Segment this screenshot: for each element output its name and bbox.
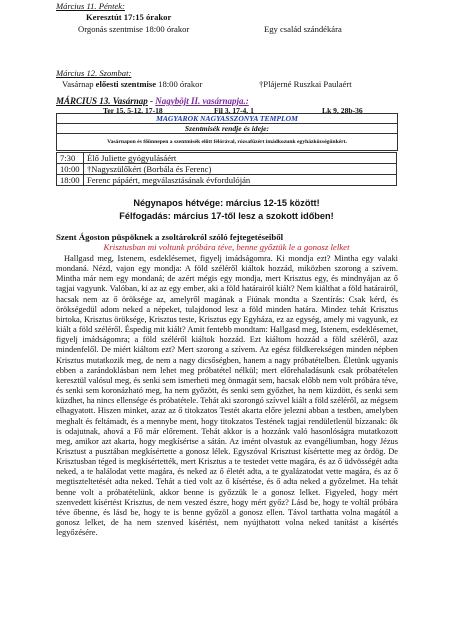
table-row	[57, 175, 397, 186]
reading-2: Fil 3, 17-4, 1	[214, 106, 254, 115]
friday-mass: Orgonás szentmise 18:00 órakor	[78, 24, 190, 34]
mass-time: 7:30	[57, 153, 84, 164]
mass-intention: †Nagyszülőkért (Borbála és Ferenc)	[84, 164, 397, 175]
friday-date: Március 11. Péntek:	[56, 1, 125, 11]
notice-long-weekend: Négynapos hétvége: március 12-15 között!	[133, 198, 320, 208]
table-row	[57, 153, 397, 164]
saturday-mass	[62, 79, 202, 89]
mass-intention: Élő Juliette gyógyulásáért	[84, 153, 397, 164]
sunday-title: Nagyböjt II. vasárnapja.:	[155, 96, 249, 106]
reading-1: Ter 15, 5-12. 17-18	[103, 106, 163, 115]
saturday-mass-pre: Vasárnap	[62, 79, 96, 89]
table-row	[57, 164, 397, 175]
mass-order-title: Szentmisék rendje és ideje:	[57, 124, 397, 134]
sunday-heading	[56, 96, 249, 106]
saturday-mass-bold: előesti szentmise	[95, 79, 157, 89]
mass-time: 10:00	[57, 164, 84, 175]
saturday-intention: †Plájerné Ruszkai Paulaért	[259, 79, 352, 89]
friday-intention: Egy család szándékára	[264, 24, 342, 34]
mass-time: 18:00	[57, 175, 84, 186]
sunday-sep: -	[147, 96, 156, 106]
church-header-box	[56, 113, 398, 151]
sermon-paragraph: Hallgasd meg, Istenem, esdeklésemet, figyelj imádságomra. Ki mondja ezt? Mintha egy valaki mondaná. Nézd, vajon egy mondja: A föld széléről kiáltok hozzád, miközben szorong a szívem. Mintha már nem egy mondaná; de azért mégis egy mondja, mert Krisztus egy, és mindnyájan az ő tagjai vagyunk. Valóban, ki az az egy ember, aki a föld határairól kiált? Nem kiálthat a föld határairól, hacsak nem az ő öröksége az, amelyről magának a Fiúnak mondta a Szentírás: Csak kérd, és örökségedül adom neked a népeket, tulajdonod lesz a föld minden határa. Mindez tehát Krisztus birtoka, Krisztus öröksége, Krisztus teste, Krisztus egy Egyháza, ez az egység, amely mi vagyunk, ez kiált a föld széléről. Éspedig mit kiált? Amit fentebb mondtam: Hallgasd meg, Istenem, esdeklésemet, figyelj imádságomra; a föld széléről kiáltok hozzád. Ezt kiáltom hozzád a föld széléről, azaz mindenfelől. De miért kiáltom ezt? Mert szorong a szívem. Az egész földkerekségen minden népben Krisztus mutatkozik meg, de nem a nagy dicsőségben, hanem a nagy próbatételben. Életünk ugyanis ebben a zarándoklásban nem lehet meg próbatétel nélkül; mert előrehaladásunk csak próbatételen keresztül valósul meg, és senki sem ismerheti meg önmagát sem, hacsak előbb nem volt próbára téve, és senki sem koronázható meg, ha nem győzött, és senki sem győzhet, ha nem küzdött, és senki sem küzdhet, ha nincs ellensége és próbatétele. Tehát aki szorongó szívvel kiált a föld széléről, az mégsem elhagyatott. Hiszen minket, azaz az ő titokzatos Testét akarta előre jelezni abban a testben, amelyben meghalt és feltámadt, és a mennybe ment, hogy titokzatos Testének tagjai rendületlenül bízzanak: ők is odajutnak, ahová a Fő már előrement. Tehát akkor is a hozzánk való hasonlóságra mutatkozott meg, amikor azt akarta, hogy megkísértse a sátán. Az imént olvastuk az evangéliumban, hogy Jézus Krisztust a pusztában megkísértette a gonosz lélek. Egyszóval Krisztust kísértette meg az ördög. De Krisztusban téged is megkísértették, mert Krisztus a te testedet vette magára, és az ő üdvösségét adta neked, a te halálodat vette magára, és neked az ő életét adta, a te gyalázatodat vette magára, és az ő megtiszteltetését adta neked. Tehát a tied volt az ő kísértése, és ő adta neked a győzelmet. Ha tehát benne volt a próbatételünk, akkor benne is győzzük le a gonosz lelket. Figyeled, hogy mért szenvedett kísértést Krisztus, de nem veszed észre, hogy mért győz? Lásd be, hogy te voltál próbára téve őbenne, és lásd be, hogy te is benne győzöl a gonosz ellen. Távol tarthatta volna magától a gonosz lelket, de ha nem szenved kísértést, nem nyújthatott volna neked tanítást a kísértés legyőzésére.	[56, 254, 398, 538]
sunday-date: MÁRCIUS 13. Vasárnap	[56, 96, 148, 106]
mass-table	[56, 152, 397, 186]
sermon-subheading: Krisztusban mi voltunk próbára téve, benne győztük le a gonosz lelket	[103, 242, 350, 252]
sermon-heading: Szent Ágoston püspöknek a zsoltárokról szóló fejtegetéseiből	[56, 232, 284, 242]
saturday-date: Március 12. Szombat:	[56, 68, 132, 78]
saturday-mass-post: 18:00 órakor	[156, 79, 203, 89]
friday-stations: Keresztút 17:15 órakor	[86, 12, 172, 22]
reading-3: Lk 9, 28b-36	[322, 106, 363, 115]
mass-intention: Ferenc pápáért, megválasztásának évfordulóján	[84, 175, 397, 186]
notice-office-hours: Félfogadás: március 17-től lesz a szokott időben!	[119, 211, 334, 221]
church-name: MAGYAROK NAGYASSZONYA TEMPLOM	[57, 114, 397, 124]
sermon-body	[56, 254, 398, 538]
rosary-notice: Vasárnapon és főünnepen a szentmisék előtt félórával, rózsafüzért imádkozunk egyházközségünkért.	[107, 139, 347, 145]
